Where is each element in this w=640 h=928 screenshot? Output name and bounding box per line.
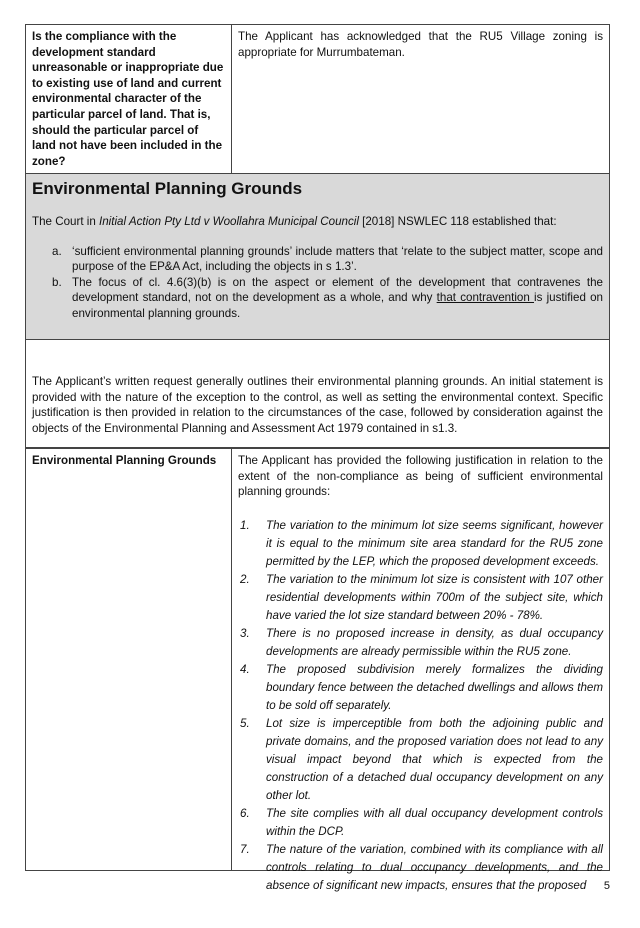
list-item: 3. There is no proposed increase in density, as dual occupancy developments are already permissible within the RU5 zone.: [240, 626, 603, 658]
table-row: [26, 25, 610, 174]
list-item: 5. Lot size is imperceptible from both the adjoining public and private domains, and the proposed variation does not lead to any visual impact beyond that which is expected from the construction of a detached dual occupancy development on any other lot.: [240, 716, 603, 802]
compliance-answer: The Applicant has acknowledged that the RU5 Village zoning is appropriate for Murrumbateman.: [238, 30, 603, 59]
list-item: 4. The proposed subdivision merely formalizes the dividing boundary fence between the detached dwellings and allows them to be sold off separately.: [240, 662, 603, 712]
document-page: [25, 24, 610, 892]
list-item: 6. The site complies with all dual occupancy development controls within the DCP.: [240, 806, 603, 838]
section-heading: Environmental Planning Grounds: [32, 179, 303, 198]
section-intro: The Court in Initial Action Pty Ltd v Woollahra Municipal Council [2018] NSWLEC 118 established that:: [32, 215, 557, 228]
list-item: 1. The variation to the minimum lot size seems significant, however it is equal to the minimum site area standard for the RU5 zone permitted by the LEP, which the proposed development exceeds.: [240, 518, 603, 568]
epg-label: Environmental Planning Grounds: [32, 454, 217, 467]
case-name: Initial Action Pty Ltd v Woollahra Municipal Council: [99, 215, 359, 228]
epg-table: [25, 448, 610, 892]
underlined-text: that contravention: [436, 291, 535, 305]
epg-lead: The Applicant has provided the following justification in relation to the extent of the non-compliance as being of sufficient environmental planning grounds:: [238, 454, 603, 499]
list-item: b. The focus of cl. 4.6(3)(b) is on the aspect or element of the development that contravenes the development standard, not on the development as a whole, and why that contravention is justified on environmental planning grounds.: [52, 275, 604, 320]
justification-list: [238, 517, 603, 895]
env-planning-grounds-box: [25, 174, 610, 340]
list-item: 7. The nature of the variation, combined with its compliance with all controls relating to dual occupancy developments, and the absence of significant new impacts, ensures that the proposed: [240, 842, 603, 892]
list-item: 2. The variation to the minimum lot size is consistent with 107 other residential developments within 700m of the subject site, which have varied the lot size standard between 20% - 78%.: [240, 572, 603, 622]
criteria-list: [32, 244, 603, 322]
page-number: 5: [603, 880, 610, 892]
compliance-table: [25, 24, 610, 174]
compliance-question: Is the compliance with the development standard unreasonable or inappropriate due to existing use of land and current environmental character of the particular parcel of land. That is, should the particular parcel of land not have been included in the zone?: [32, 30, 224, 168]
applicant-statement: The Applicant’s written request generally outlines their environmental planning grounds. An initial statement is provided with the nature of the exception to the control, as well as setting the environmental context. Specific justification is then provided in relation to the circumstances of the case, followed by consideration against the objects of the Environmental Planning and Assessment Act 1979 contained in s1.3.: [25, 356, 610, 448]
list-item: a. ‘sufficient environmental planning grounds’ include matters that ‘relate to the subject matter, scope and purpose of the EP&A Act, including the objects in s 1.3’.: [52, 244, 603, 274]
table-row: [26, 449, 610, 871]
